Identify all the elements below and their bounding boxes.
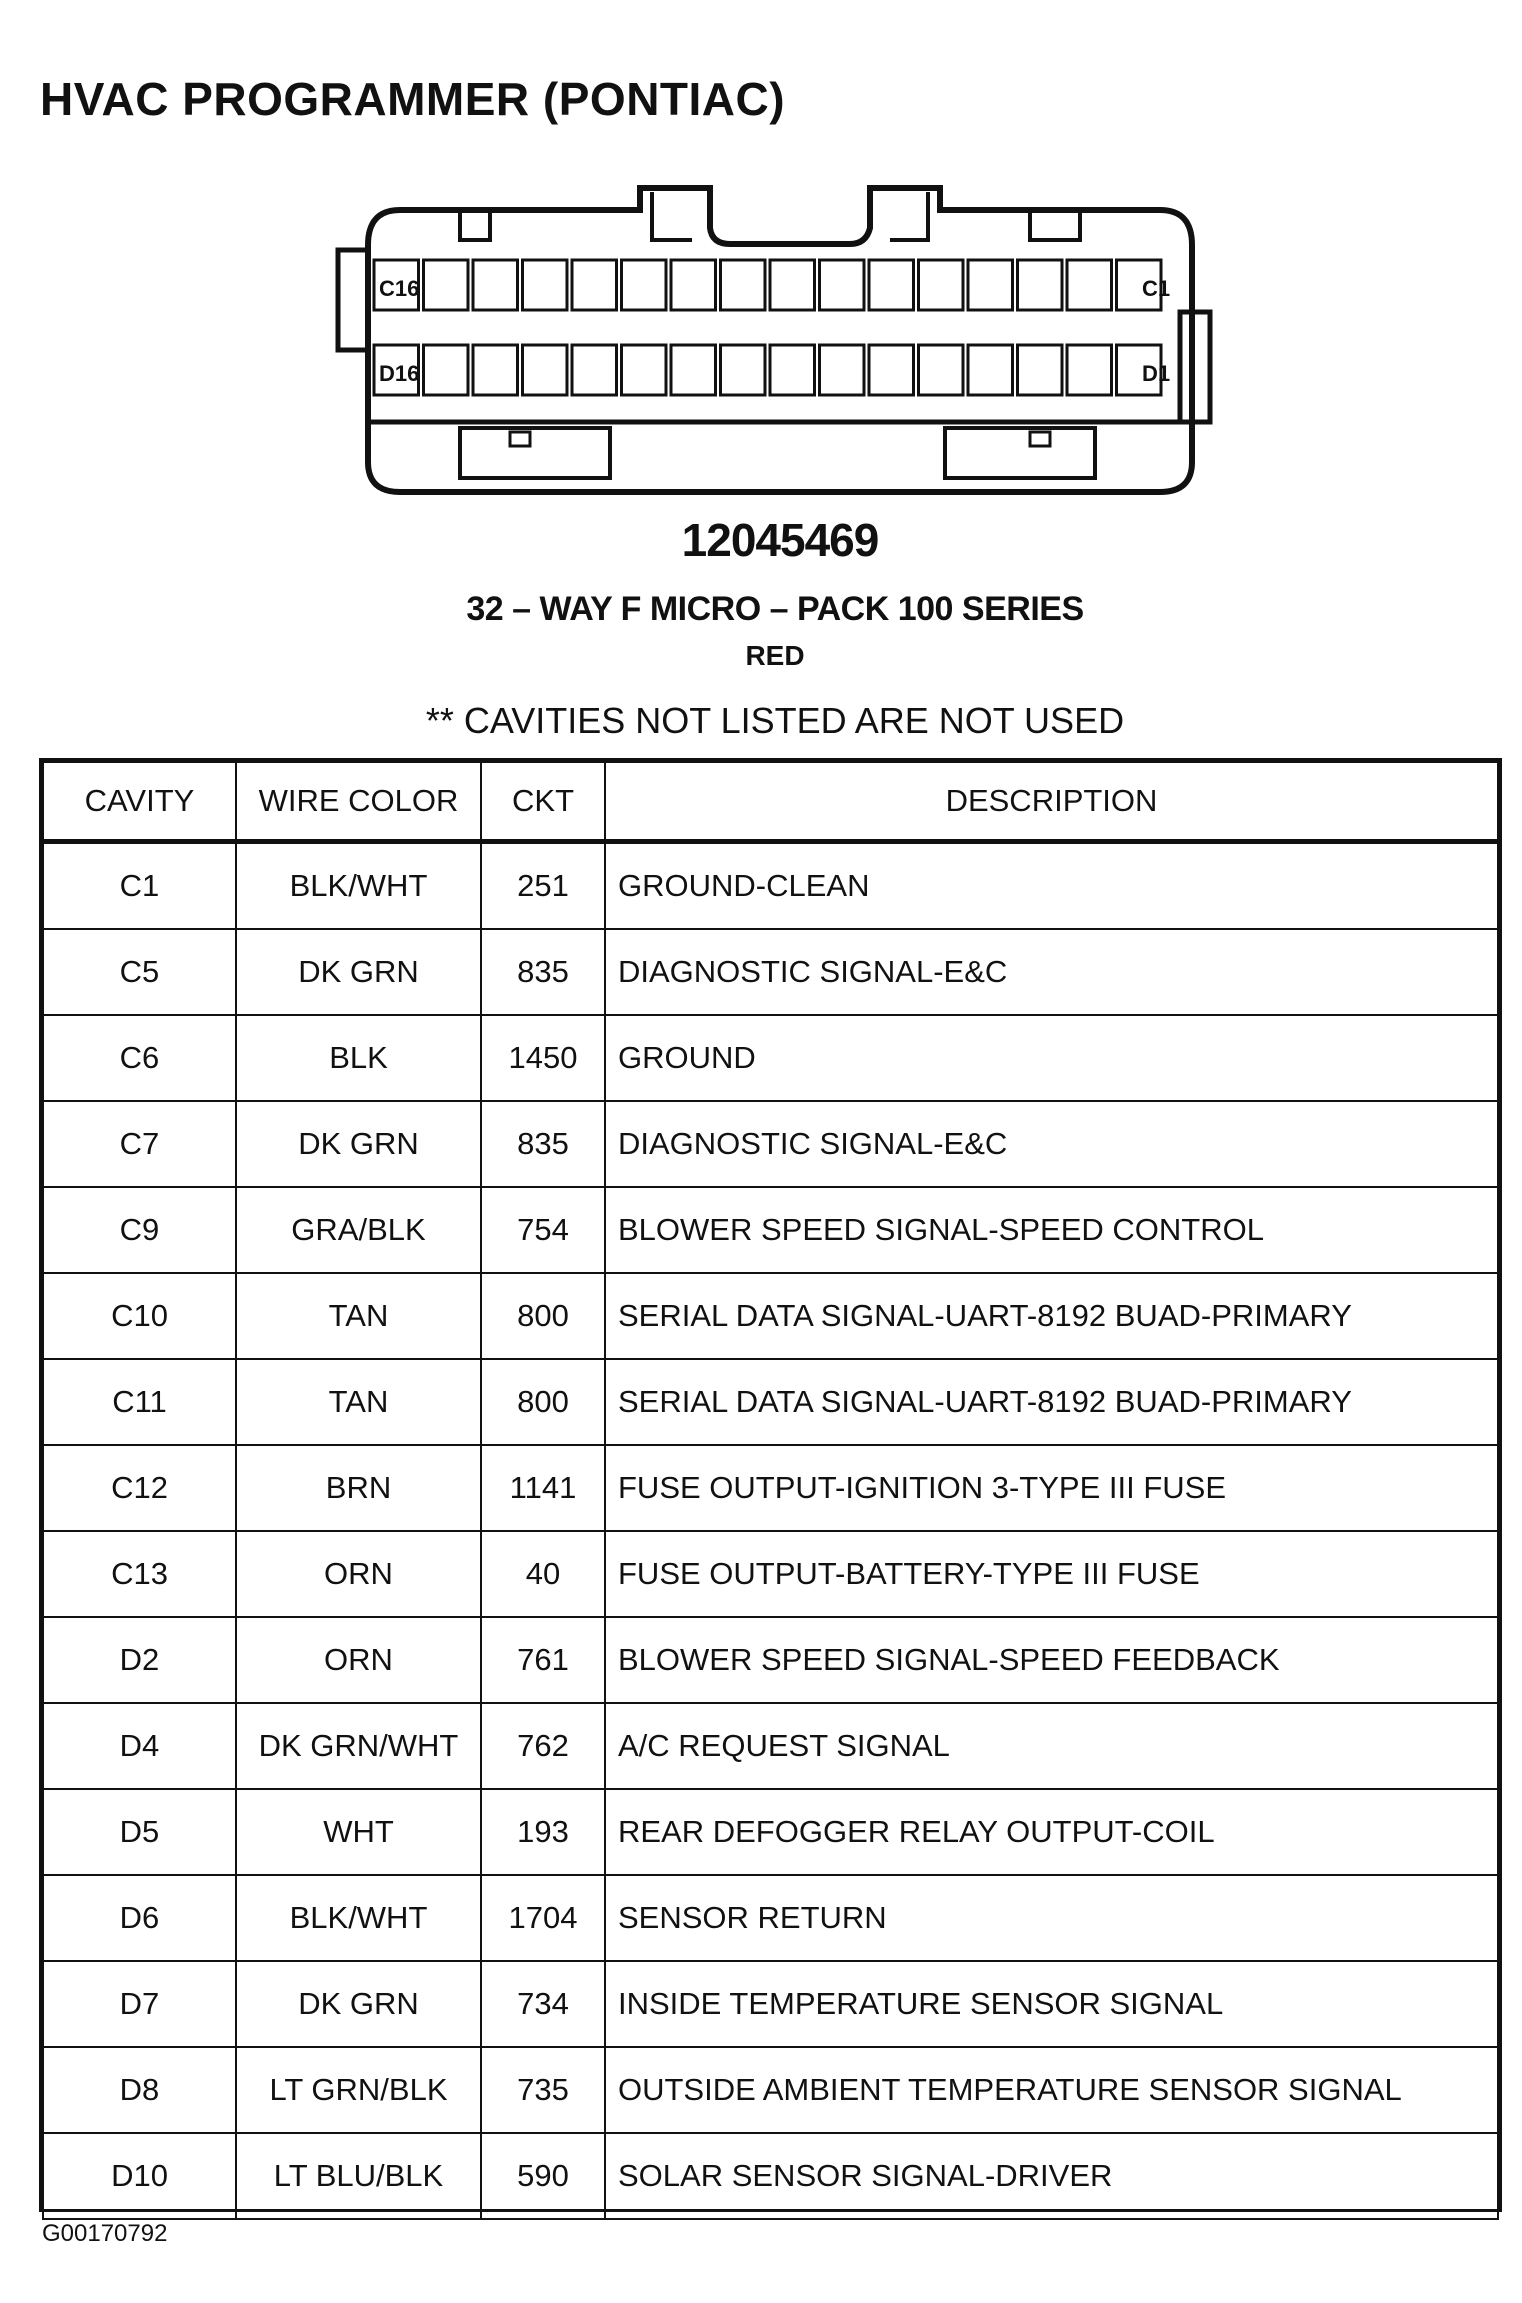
ckt-cell: 251 xyxy=(481,842,605,930)
cavity-grid xyxy=(374,260,1161,395)
wire-color-cell: LT BLU/BLK xyxy=(236,2133,481,2219)
table-row xyxy=(43,1273,1498,1359)
connector-cavity xyxy=(424,260,469,310)
wire-color-cell: LT GRN/BLK xyxy=(236,2047,481,2133)
description-cell: DIAGNOSTIC SIGNAL-E&C xyxy=(605,1101,1498,1187)
cavity-cell: C10 xyxy=(43,1273,236,1359)
latch-inner xyxy=(652,192,692,240)
lock-tab-right-mark xyxy=(1030,432,1050,446)
wire-color-cell: DK GRN xyxy=(236,1101,481,1187)
ckt-cell: 761 xyxy=(481,1617,605,1703)
cavity-label-c16: C16 xyxy=(379,276,420,301)
connector-cavity xyxy=(770,260,815,310)
part-number: 12045469 xyxy=(681,514,879,566)
connector-cavity xyxy=(721,345,766,395)
wire-color-cell: BRN xyxy=(236,1445,481,1531)
connector-cavity xyxy=(820,260,865,310)
connector-cavity xyxy=(523,260,568,310)
page-title: HVAC PROGRAMMER (PONTIAC) xyxy=(40,73,786,125)
wire-color-cell: TAN xyxy=(236,1359,481,1445)
cavity-label-d1: D1 xyxy=(1142,361,1171,386)
connector-cavity xyxy=(869,345,914,395)
table-row xyxy=(43,1961,1498,2047)
table-row xyxy=(43,842,1498,930)
description-cell: OUTSIDE AMBIENT TEMPERATURE SENSOR SIGNAL xyxy=(605,2047,1498,2133)
cavity-cell: C7 xyxy=(43,1101,236,1187)
ckt-cell: 734 xyxy=(481,1961,605,2047)
wire-color-cell: DK GRN xyxy=(236,1961,481,2047)
cavity-cell: D2 xyxy=(43,1617,236,1703)
table-row xyxy=(43,2133,1498,2219)
connector-color: RED xyxy=(745,640,805,671)
description-cell: GROUND xyxy=(605,1015,1498,1101)
lock-tab-left xyxy=(460,428,610,478)
wire-color-cell: ORN xyxy=(236,1617,481,1703)
description-cell: REAR DEFOGGER RELAY OUTPUT-COIL xyxy=(605,1789,1498,1875)
ckt-cell: 40 xyxy=(481,1531,605,1617)
connector-cavity xyxy=(968,345,1013,395)
cavity-cell: D10 xyxy=(43,2133,236,2219)
table-row xyxy=(43,1359,1498,1445)
pinout-table-frame xyxy=(39,758,1502,2212)
description-cell: FUSE OUTPUT-BATTERY-TYPE III FUSE xyxy=(605,1531,1498,1617)
ckt-cell: 835 xyxy=(481,929,605,1015)
connector-cavity xyxy=(1018,260,1063,310)
cavity-cell: C12 xyxy=(43,1445,236,1531)
ckt-cell: 1450 xyxy=(481,1015,605,1101)
ckt-cell: 800 xyxy=(481,1273,605,1359)
description-cell: DIAGNOSTIC SIGNAL-E&C xyxy=(605,929,1498,1015)
table-row xyxy=(43,1789,1498,1875)
cavity-cell: D6 xyxy=(43,1875,236,1961)
connector-cavity xyxy=(622,345,667,395)
ckt-cell: 754 xyxy=(481,1187,605,1273)
connector-cavity xyxy=(1067,345,1112,395)
key-notch-left xyxy=(460,210,490,240)
table-header-row xyxy=(43,762,1498,842)
ckt-cell: 762 xyxy=(481,1703,605,1789)
wire-color-cell: GRA/BLK xyxy=(236,1187,481,1273)
description-cell: GROUND-CLEAN xyxy=(605,842,1498,930)
connector-cavity xyxy=(671,345,716,395)
wire-color-cell: BLK/WHT xyxy=(236,842,481,930)
left-side-tab xyxy=(338,250,368,350)
wire-color-cell: DK GRN/WHT xyxy=(236,1703,481,1789)
connector-cavity xyxy=(473,345,518,395)
wire-color-cell: WHT xyxy=(236,1789,481,1875)
table-row xyxy=(43,1617,1498,1703)
wire-color-cell: BLK/WHT xyxy=(236,1875,481,1961)
pinout-table xyxy=(42,761,1499,2220)
cavity-label-d16: D16 xyxy=(379,361,420,386)
description-cell: BLOWER SPEED SIGNAL-SPEED FEEDBACK xyxy=(605,1617,1498,1703)
connector-cavity xyxy=(523,345,568,395)
connector-cavity xyxy=(919,345,964,395)
cavity-cell: C9 xyxy=(43,1187,236,1273)
table-body xyxy=(43,842,1498,2220)
table-row xyxy=(43,1015,1498,1101)
figure-id: G00170792 xyxy=(42,2220,168,2247)
wire-color-cell: BLK xyxy=(236,1015,481,1101)
header-description: DESCRIPTION xyxy=(605,762,1498,842)
description-cell: SERIAL DATA SIGNAL-UART-8192 BUAD-PRIMARY xyxy=(605,1273,1498,1359)
lock-tab-left-mark xyxy=(510,432,530,446)
ckt-cell: 800 xyxy=(481,1359,605,1445)
ckt-cell: 1704 xyxy=(481,1875,605,1961)
description-cell: SENSOR RETURN xyxy=(605,1875,1498,1961)
table-row xyxy=(43,1445,1498,1531)
connector-cavity xyxy=(473,260,518,310)
connector-cavity xyxy=(572,345,617,395)
lock-tab-right xyxy=(945,428,1095,478)
cavity-cell: D8 xyxy=(43,2047,236,2133)
table-row xyxy=(43,1187,1498,1273)
connector-cavity xyxy=(424,345,469,395)
connector-cavity xyxy=(968,260,1013,310)
connector-cavity xyxy=(1067,260,1112,310)
ckt-cell: 735 xyxy=(481,2047,605,2133)
table-row xyxy=(43,929,1498,1015)
cavity-label-c1: C1 xyxy=(1142,276,1171,301)
cavity-cell: C11 xyxy=(43,1359,236,1445)
description-cell: SOLAR SENSOR SIGNAL-DRIVER xyxy=(605,2133,1498,2219)
wire-color-cell: TAN xyxy=(236,1273,481,1359)
description-cell: FUSE OUTPUT-IGNITION 3-TYPE III FUSE xyxy=(605,1445,1498,1531)
connector-cavity xyxy=(770,345,815,395)
table-row xyxy=(43,1101,1498,1187)
wire-color-cell: ORN xyxy=(236,1531,481,1617)
connector-cavity xyxy=(1018,345,1063,395)
latch-inner-right xyxy=(890,192,928,240)
table-row xyxy=(43,1875,1498,1961)
header-ckt: CKT xyxy=(481,762,605,842)
connector-series: 32 – WAY F MICRO – PACK 100 SERIES xyxy=(466,590,1084,628)
description-cell: INSIDE TEMPERATURE SENSOR SIGNAL xyxy=(605,1961,1498,2047)
table-row xyxy=(43,2047,1498,2133)
ckt-cell: 193 xyxy=(481,1789,605,1875)
table-row xyxy=(43,1703,1498,1789)
connector-cavity xyxy=(622,260,667,310)
header-wire-color: WIRE COLOR xyxy=(236,762,481,842)
description-cell: A/C REQUEST SIGNAL xyxy=(605,1703,1498,1789)
cavity-cell: D5 xyxy=(43,1789,236,1875)
connector-cavity xyxy=(820,345,865,395)
cavity-cell: C1 xyxy=(43,842,236,930)
ckt-cell: 835 xyxy=(481,1101,605,1187)
cavity-cell: D7 xyxy=(43,1961,236,2047)
cavity-cell: C6 xyxy=(43,1015,236,1101)
connector-cavity xyxy=(919,260,964,310)
connector-cavity xyxy=(869,260,914,310)
cavity-cell: C13 xyxy=(43,1531,236,1617)
header-cavity: CAVITY xyxy=(43,762,236,842)
table-row xyxy=(43,1531,1498,1617)
wire-color-cell: DK GRN xyxy=(236,929,481,1015)
description-cell: SERIAL DATA SIGNAL-UART-8192 BUAD-PRIMARY xyxy=(605,1359,1498,1445)
description-cell: BLOWER SPEED SIGNAL-SPEED CONTROL xyxy=(605,1187,1498,1273)
unused-cavities-note: ** CAVITIES NOT LISTED ARE NOT USED xyxy=(425,700,1125,741)
cavity-cell: C5 xyxy=(43,929,236,1015)
connector-cavity xyxy=(721,260,766,310)
ckt-cell: 590 xyxy=(481,2133,605,2219)
key-notch-right xyxy=(1030,210,1080,240)
connector-cavity xyxy=(671,260,716,310)
ckt-cell: 1141 xyxy=(481,1445,605,1531)
connector-cavity xyxy=(572,260,617,310)
cavity-cell: D4 xyxy=(43,1703,236,1789)
connector-diagram xyxy=(330,170,1230,510)
